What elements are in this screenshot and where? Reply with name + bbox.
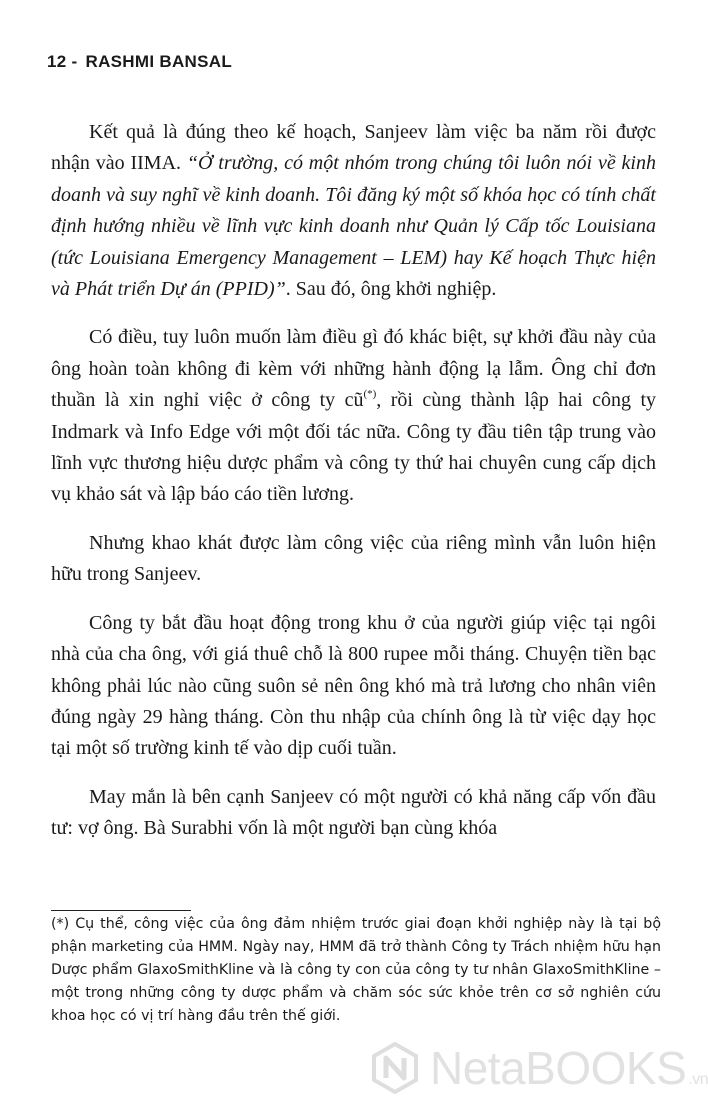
footnote-text: (*) Cụ thể, công việc của ông đảm nhiệm trước giai đoạn khởi nghiệp này là tại bộ phận marketing của HMM. Ngày nay, HMM đã trở thành Công ty Trách nhiệm hữu hạn Dược phẩm GlaxoSmithKline và là công ty con của công ty tư nhân GlaxoSmithKline – một trong những công ty dược phẩm và chăm sóc sức khỏe trên cơ sở nghiên cứu khoa học có vị trí hàng đầu trên thế giới. <box>51 916 661 1024</box>
netabooks-logo-icon <box>368 1041 422 1095</box>
footnote-marker: (*) <box>363 388 377 401</box>
author-name: RASHMI BANSAL <box>85 52 233 71</box>
paragraph-1-end: . Sau đó, ông khởi nghiệp. <box>285 278 497 301</box>
footnote-divider <box>51 910 191 911</box>
paragraph-2-start: Có điều, tuy luôn muốn làm điều gì đó khác biệt, sự khởi đầu này của ông hoàn toàn không đi kèm với những hành động lạ lẫm. Ông chỉ đơn thuần là xin nghỉ việc ở công ty cũ <box>51 326 656 412</box>
page-number: 12 - <box>47 52 78 71</box>
paragraph-2-end: , rồi cùng thành lập hai công ty Indmark và Info Edge với một đối tác nữa. Công ty đầu tiên tập trung vào lĩnh vực thương hiệu dược phẩm và công ty thứ hai chuyên cung cấp dịch vụ khảo sát và lập báo cáo tiền lương. <box>51 389 656 506</box>
watermark-text <box>430 1041 708 1095</box>
paragraph-1-quote: “Ở trường, có một nhóm trong chúng tôi luôn nói về kinh doanh và suy nghĩ về kinh doanh. Tôi đăng ký một số khóa học có tính chất định hướng nhiều về lĩnh vực kinh doanh như Quản lý Cấp tốc Louisiana (tức Louisiana Emergency Management – LEM) hay Kế hoạch Thực hiện và Phát triển Dự án (PPID)” <box>51 152 656 301</box>
paragraph-5: May mắn là bên cạnh Sanjeev có một người có khả năng cấp vốn đầu tư: vợ ông. Bà Surabhi vốn là một người bạn cùng khóa <box>51 785 656 840</box>
paragraph-4: Công ty bắt đầu hoạt động trong khu ở của người giúp việc tại ngôi nhà của cha ông, với giá thuê chỗ là 800 rupee mỗi tháng. Chuyện tiền bạc không phải lúc nào cũng suôn sẻ nên ông khó mà trả lương cho nhân viên đúng ngày 29 hàng tháng. Còn thu nhập của chính ông là từ việc dạy học tại một số trường kinh tế vào dịp cuối tuần. <box>51 611 656 760</box>
paragraph-1 <box>51 117 656 305</box>
watermark-suffix: .vn <box>688 1071 708 1088</box>
paragraph-2 <box>51 322 656 510</box>
watermark <box>368 1028 708 1108</box>
paragraph-3: Nhưng khao khát được làm công việc của riêng mình vẫn luôn hiện hữu trong Sanjeev. <box>51 531 656 586</box>
body-text <box>51 117 656 862</box>
paragraph-1-start: Kết quả là đúng theo kế hoạch, Sanjeev làm việc ba năm rồi được nhận vào IIMA. <box>51 121 656 175</box>
watermark-brand: NetaBOOKS <box>430 1042 687 1094</box>
page-header <box>47 52 232 72</box>
